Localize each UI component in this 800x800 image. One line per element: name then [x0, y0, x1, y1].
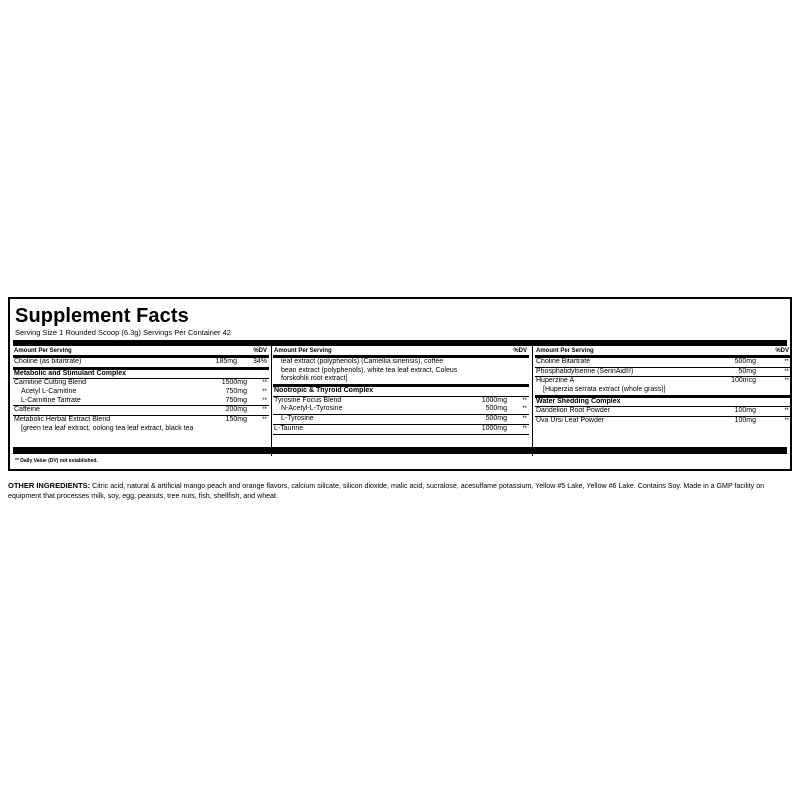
other-ingredients — [8, 481, 792, 501]
column-divider — [532, 346, 533, 456]
ingredient-dv: ** — [784, 408, 789, 415]
header-dv: %DV — [513, 348, 527, 354]
table-row — [273, 425, 529, 435]
table-row — [13, 425, 269, 434]
table-row — [13, 416, 269, 425]
facts-column-3 — [535, 346, 791, 456]
ingredient-dv: ** — [784, 359, 789, 365]
ingredient-name: Acetyl L-Carnitine — [21, 388, 77, 396]
other-ingredients-label: OTHER INGREDIENTS: — [8, 481, 91, 490]
ingredient-name: Huperzine A — [536, 377, 575, 385]
ingredient-name: N-Acetyl-L-Tyrosine — [281, 405, 343, 413]
facts-column-2 — [273, 346, 529, 456]
facts-column-1 — [13, 346, 269, 456]
table-row — [535, 358, 791, 368]
ingredient-dv: ** — [262, 417, 267, 424]
ingredient-amount: 200mg — [225, 406, 247, 414]
ingredient-dv: ** — [522, 397, 527, 404]
ingredient-dv: 34% — [252, 358, 267, 365]
ingredient-amount: 185mg — [215, 358, 237, 365]
ingredient-amount: 100mg — [734, 407, 756, 415]
header-amount: Amount Per Serving — [274, 348, 332, 354]
ingredient-amount: 750mg — [225, 396, 247, 404]
table-row — [13, 379, 269, 388]
table-row — [273, 415, 529, 425]
table-row — [13, 388, 269, 397]
header-amount: Amount Per Serving — [536, 348, 594, 354]
ingredient-dv: ** — [262, 397, 267, 404]
column-divider — [271, 346, 272, 456]
header-dv: %DV — [775, 348, 789, 354]
section-label: Nootropic & Thyroid Complex — [274, 387, 374, 395]
ingredient-name: Dandelion Root Powder — [536, 407, 610, 415]
ingredient-dv: ** — [784, 418, 789, 425]
thick-divider-bottom — [13, 447, 787, 454]
column-header — [273, 346, 529, 358]
ingredient-amount: 1000mg — [481, 396, 507, 404]
section-label: Water Shedding Complex — [536, 397, 621, 405]
ingredient-amount: 500mg — [734, 358, 756, 365]
ingredient-dv: ** — [522, 416, 527, 423]
table-row — [535, 407, 791, 417]
ingredient-name: Choline (as bitartrate) — [14, 358, 82, 365]
ingredient-dv: ** — [784, 368, 789, 375]
ingredient-amount: 100mcg — [731, 377, 756, 385]
ingredient-amount: 1500mg — [221, 379, 247, 387]
ingredient-dv: ** — [262, 407, 267, 414]
table-row — [273, 375, 529, 387]
ingredient-dv: ** — [784, 378, 789, 385]
ingredient-name: L-Taurine — [274, 424, 304, 432]
section-label: Metabolic and Stimulant Complex — [14, 369, 127, 377]
other-ingredients-text: Citric acid, natural & artificial mango peach and orange flavors, calcium silicate, silicon dioxide, malic acid, sucralose, acesulfame potassium, Yellow #5 Lake, Yellow #6 Lake. Contains Soy. Made in a GMP facility on equipment that processes milk, soy, egg, peanuts, tree nuts, fish, shellfish, and wheat. — [8, 482, 765, 500]
ingredient-name: Phosphatidylserine (SerinAid®) — [536, 367, 634, 375]
table-row — [273, 405, 529, 415]
section-heading — [273, 387, 529, 397]
ingredient-name: L-Tyrosine — [281, 415, 314, 423]
ingredient-description: [Huperzia serrata extract (whole grass)] — [543, 386, 666, 394]
ingredient-amount: 1000mg — [481, 424, 507, 432]
column-header — [535, 346, 791, 358]
ingredient-name: Carnitine Cutting Blend — [14, 379, 86, 387]
table-row — [13, 358, 269, 370]
ingredient-name: Choline Bitartrate — [536, 358, 591, 365]
ingredient-description: [green tea leaf extract, oolong tea leaf extract, black tea — [21, 424, 194, 432]
ingredient-name: Tyrosine Focus Blend — [274, 396, 342, 404]
ingredient-description: bean extract (polyphenols), white tea leaf extract, Coleus — [281, 366, 458, 374]
ingredient-dv: ** — [522, 406, 527, 413]
ingredient-name: Uva Ursi Leaf Powder — [536, 417, 605, 425]
table-row — [535, 417, 791, 426]
table-row — [535, 386, 791, 398]
ingredient-name: Caffeine — [14, 406, 40, 414]
column-header — [13, 346, 269, 358]
ingredient-name: Metabolic Herbal Extract Blend — [14, 416, 111, 424]
header-amount: Amount Per Serving — [14, 348, 72, 354]
ingredient-dv: ** — [262, 389, 267, 396]
section-heading — [535, 398, 791, 408]
table-row — [13, 397, 269, 407]
table-row — [273, 367, 529, 376]
table-row — [535, 377, 791, 386]
ingredient-amount: 150mg — [225, 416, 247, 424]
ingredient-dv: ** — [522, 425, 527, 432]
table-row — [273, 397, 529, 406]
serving-info: Serving Size 1 Rounded Scoop (6.3g) Servings Per Container 42 — [15, 328, 231, 337]
table-row — [273, 358, 529, 367]
ingredient-dv: ** — [262, 380, 267, 387]
ingredient-amount: 100mg — [734, 417, 756, 425]
ingredient-amount: 500mg — [485, 405, 507, 413]
section-heading — [13, 370, 269, 380]
ingredient-name: L-Carnitine Tartrate — [21, 396, 81, 404]
table-row — [13, 406, 269, 416]
ingredient-description: forskohlii root extract] — [281, 375, 348, 383]
ingredient-amount: 500mg — [485, 415, 507, 423]
ingredient-description: leaf extract (polyphenols) (Camellia sinensis), coffee — [281, 358, 444, 365]
header-dv: %DV — [253, 348, 267, 354]
table-row — [535, 368, 791, 378]
supplement-facts-panel — [8, 297, 792, 471]
ingredient-amount: 50mg — [738, 367, 756, 375]
dv-footnote: ** Daily Value (DV) not established. — [15, 458, 98, 464]
panel-title: Supplement Facts — [15, 305, 189, 327]
ingredient-amount: 750mg — [225, 388, 247, 396]
